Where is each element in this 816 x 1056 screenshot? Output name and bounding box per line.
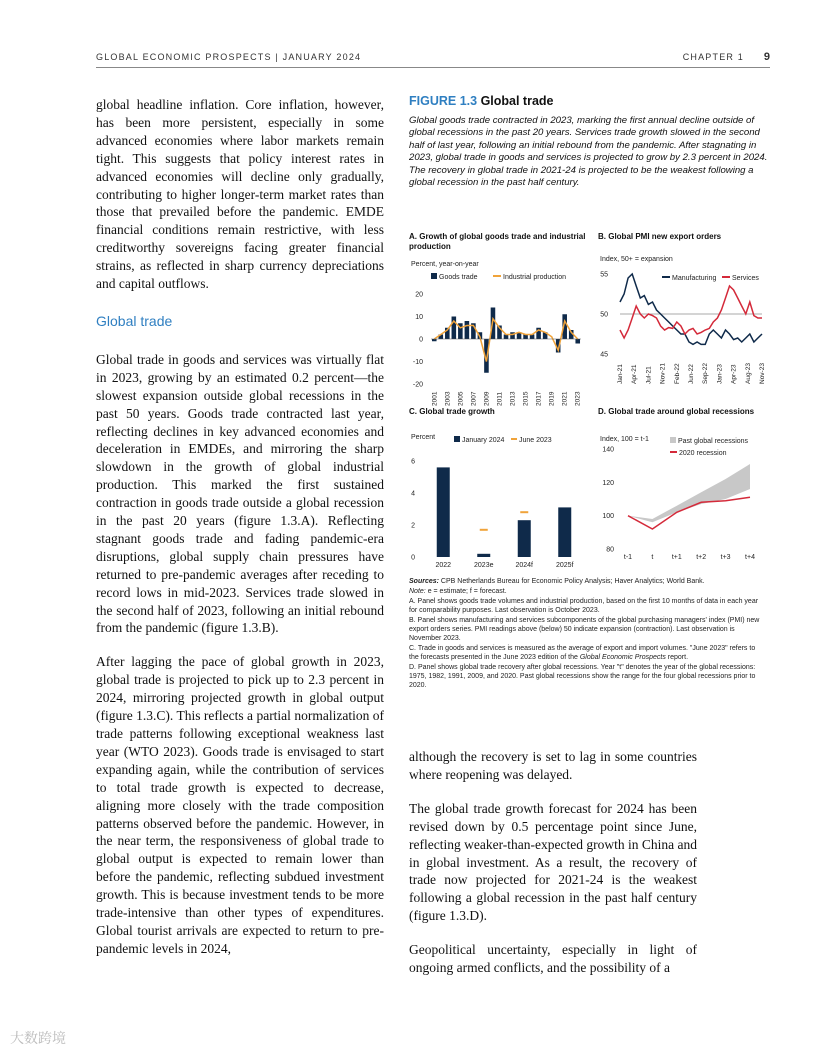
y-axis-label: Index, 50+ = expansion bbox=[600, 256, 673, 263]
y-axis-label: Percent, year-on-year bbox=[411, 261, 479, 268]
y-axis-label: Index, 100 = t-1 bbox=[600, 436, 649, 443]
x-tick-label: 2001 bbox=[431, 391, 439, 406]
x-tick-label: 2022 bbox=[435, 562, 452, 569]
bar-goods-trade bbox=[432, 339, 437, 341]
x-tick-label: 2024f bbox=[515, 562, 534, 569]
legend-swatch-january-2024 bbox=[454, 436, 460, 442]
header-chapter: CHAPTER 1 bbox=[682, 52, 744, 62]
paragraph: global headline inflation. Core inflation, however, has been more persistent, especially in some advanced economies where labor markets remain tight. This suggests that policy interest rates in advanced economies will decline only gradually, contributing to higher longer-term market rates than those that prevailed before the pandemic. EMDE financial conditions remain restrictive, with less creditworthy sovereigns facing greater financial strains, as reflected in sharp currency depreciations and capital outflows. bbox=[96, 97, 384, 292]
header-divider bbox=[96, 67, 770, 68]
y-tick-label: -10 bbox=[412, 359, 423, 366]
x-tick-label: Apr-21 bbox=[631, 364, 639, 384]
watermark: 大数跨境 bbox=[10, 1031, 66, 1047]
note-line: Note: e = estimate; f = forecast. bbox=[409, 588, 507, 595]
page-number: 9 bbox=[763, 51, 770, 63]
figure-subtitle: Global goods trade contracted in 2023, marking the first annual decline outside of global recessions in the past 20 years. Services trade growth slowed in the second half of last year, following an initial rebound from the pandemic. After stagnating in 2023, global trade in goods and services is projected to grow by 2.3 percent in 2024. The recovery in global trade in 2021-24 is projected to be the weakest following a global recession in the past half century. bbox=[409, 115, 768, 189]
legend-label-manufacturing: Manufacturing bbox=[672, 275, 717, 282]
line-services bbox=[620, 286, 762, 338]
figure-notes bbox=[409, 577, 764, 691]
x-tick-label: t+4 bbox=[745, 554, 755, 561]
legend-label-june-2023: June 2023 bbox=[519, 437, 552, 444]
figure-title bbox=[409, 94, 770, 108]
y-tick-label: 0 bbox=[411, 554, 415, 562]
note-b: B. Panel shows manufacturing and services subcomponents of the global purchasing managers' index (PMI) new export orders series. PMI readings above (below) 50 indicate expansion (contraction). Last observation is November 2023. bbox=[409, 617, 760, 642]
x-tick-label: Jan-23 bbox=[716, 364, 724, 384]
panel-b bbox=[598, 232, 768, 401]
range-past-global-recessions bbox=[628, 464, 750, 522]
x-tick-label: 2003 bbox=[444, 391, 452, 406]
x-tick-label: 2007 bbox=[470, 391, 478, 406]
panel-a-chart bbox=[409, 256, 589, 406]
y-tick-label: 2 bbox=[411, 522, 415, 530]
x-tick-label: 2009 bbox=[483, 391, 491, 406]
x-tick-label: 2023 bbox=[574, 391, 582, 406]
figure-number: FIGURE 1.3 bbox=[409, 94, 478, 108]
y-tick-label: 0 bbox=[419, 336, 423, 344]
legend-label-2020-recession: 2020 recession bbox=[679, 450, 727, 457]
panel-a bbox=[409, 232, 589, 406]
bar-january-2024 bbox=[558, 507, 571, 557]
panel-d-chart bbox=[598, 421, 768, 561]
x-tick-label: 2015 bbox=[522, 391, 530, 406]
y-tick-label: 55 bbox=[600, 271, 608, 279]
y-tick-label: 20 bbox=[415, 291, 423, 299]
note-d: D. Panel shows global trade recovery after global recessions. Year "t" denotes the year of the global recessions: 1975, 1982, 1991, 2009, and 2020. Past global recessions show the range for the four global recessions prior to 2020. bbox=[409, 664, 756, 689]
y-tick-label: 120 bbox=[602, 479, 614, 487]
y-tick-label: 100 bbox=[602, 513, 614, 521]
line-manufacturing bbox=[620, 274, 762, 344]
x-tick-label: 2017 bbox=[535, 391, 543, 406]
header-publication: GLOBAL ECONOMIC PROSPECTS | JANUARY 2024 bbox=[96, 52, 362, 62]
y-tick-label: 45 bbox=[600, 351, 608, 359]
legend-label-january-2024: January 2024 bbox=[462, 437, 505, 444]
legend-swatch-past-global-recessions bbox=[670, 437, 676, 443]
panel-b-title: B. Global PMI new export orders bbox=[598, 232, 722, 241]
bar-goods-trade bbox=[452, 317, 457, 340]
y-tick-label: 4 bbox=[411, 490, 415, 498]
paragraph: Global trade in goods and services was virtually flat in 2023, growing by an estimated 0.2 percent—the slowest expansion outside global recessions in the past 50 years. Goods trade contracted last year, reflecting declines in key advanced economies and deceleration in EMDEs, and mirroring the sharp slowdown in the growth of global industrial production. This marked the first sustained contraction in goods trade outside a global recession in the past 20 years (figure 1.3.A). Reflecting stagnant goods trade and fading pandemic-era disruptions, global supply chain pressures have returned to pre-pandemic averages after receding to record lows in mid-2023. Services trade slowed in the second half of 2023, following an initial rebound from the pandemic (figure 1.3.B). bbox=[96, 351, 384, 636]
left-column bbox=[96, 96, 384, 974]
bar-january-2024 bbox=[477, 554, 490, 557]
y-tick-label: 140 bbox=[602, 446, 614, 454]
figure-header bbox=[409, 94, 770, 189]
note-a: A. Panel shows goods trade volumes and industrial production, based on the first 10 months of data in each year for comparability purposes. Last observation is October 2023. bbox=[409, 598, 759, 614]
bar-january-2024 bbox=[437, 467, 450, 557]
panel-c-title: C. Global trade growth bbox=[409, 407, 495, 416]
figure-title-text: Global trade bbox=[480, 94, 554, 108]
x-tick-label: Nov-23 bbox=[759, 363, 766, 384]
y-tick-label: 10 bbox=[415, 314, 423, 321]
paragraph: The global trade growth forecast for 2024 has been revised down by 0.5 percentage point since June, reflecting weaker-than-expected growth in China and in global investment. As a result, the recovery of trade now projected for 2021-24 is the weakest following a global recession in the past half century (figure 1.3.D). bbox=[409, 800, 697, 924]
legend-label-services: Services bbox=[732, 275, 759, 282]
x-tick-label: Apr-23 bbox=[730, 364, 738, 384]
x-tick-label: Sep-22 bbox=[702, 363, 710, 384]
y-tick-label: 6 bbox=[411, 458, 415, 466]
x-tick-label: 2025f bbox=[555, 562, 574, 569]
x-tick-label: Jul-21 bbox=[645, 366, 653, 384]
panel-d-title: D. Global trade around global recessions bbox=[598, 407, 755, 416]
y-tick-label: 50 bbox=[600, 311, 608, 319]
paragraph: although the recovery is set to lag in some countries where reopening was delayed. bbox=[409, 749, 697, 782]
paragraph: After lagging the pace of global growth in 2023, global trade is projected to pick up to 2.3 percent in 2024, mirroring projected growth in global output (figure 1.3.C). This reflects a partial normalization of trade patterns following exceptional weakness last year (WTO 2023). Goods trade is envisaged to start expanding again, while the contribution of services to total trade growth is expected to decrease, aligning more closely with the trade composition patterns observed before the pandemic. However, in the near term, the responsiveness of global trade to global output is expected to remain lower than before the pandemic, reflecting subdued investment growth. This is because investment tends to be more trade-intensive than other types of expenditures. Global tourist arrivals are expected to return to pre-pandemic levels in 2024, bbox=[96, 654, 384, 956]
x-tick-label: 2023e bbox=[474, 562, 494, 569]
panel-b-chart bbox=[598, 256, 768, 401]
x-tick-label: Jun-22 bbox=[688, 364, 695, 384]
x-tick-label: Jan-21 bbox=[617, 364, 624, 384]
bar-goods-trade bbox=[465, 321, 470, 339]
x-tick-label: t+1 bbox=[671, 554, 682, 561]
paragraph: Geopolitical uncertainty, especially in light of ongoing armed conflicts, and the possibility of a bbox=[409, 942, 697, 976]
y-axis-label: Percent bbox=[411, 434, 436, 441]
legend-label-past-global-recessions: Past global recessions bbox=[678, 438, 749, 445]
x-tick-label: t+3 bbox=[720, 554, 731, 561]
x-tick-label: t-1 bbox=[623, 554, 633, 561]
sources-note: Sources: CPB Netherlands Bureau for Economic Policy Analysis; Haver Analytics; World Bank. bbox=[409, 578, 705, 585]
y-tick-label: 80 bbox=[606, 546, 614, 554]
x-tick-label: Nov-21 bbox=[659, 363, 667, 384]
x-tick-label: Feb-22 bbox=[673, 363, 681, 384]
x-tick-label: Aug-23 bbox=[744, 363, 752, 384]
x-tick-label: t bbox=[651, 554, 654, 561]
legend-label-goods-trade: Goods trade bbox=[439, 274, 478, 281]
bar-january-2024 bbox=[518, 520, 531, 557]
panel-c-chart bbox=[409, 431, 589, 581]
running-header bbox=[96, 52, 770, 66]
x-tick-label: 2019 bbox=[548, 391, 556, 406]
panel-c bbox=[409, 407, 589, 581]
x-tick-label: t+2 bbox=[696, 554, 707, 561]
x-tick-label: 2005 bbox=[457, 391, 465, 406]
note-c: C. Trade in goods and services is measured as the average of export and import volumes. "June 2023" refers to the forecasts presented in the June 2023 edition of the Global Economic Prospects report. bbox=[409, 645, 756, 661]
x-tick-label: 2021 bbox=[561, 391, 569, 406]
legend-swatch-goods-trade bbox=[431, 273, 437, 279]
panel-d bbox=[598, 407, 768, 561]
panel-a-title: A. Growth of global goods trade and industrial production bbox=[409, 232, 586, 251]
right-column bbox=[409, 748, 697, 993]
x-tick-label: 2011 bbox=[496, 392, 504, 406]
bar-goods-trade bbox=[575, 339, 580, 344]
legend-label-industrial-production: Industrial production bbox=[503, 274, 567, 281]
x-tick-label: 2013 bbox=[509, 391, 517, 406]
section-heading: Global trade bbox=[96, 312, 173, 329]
y-tick-label: -20 bbox=[412, 381, 423, 389]
